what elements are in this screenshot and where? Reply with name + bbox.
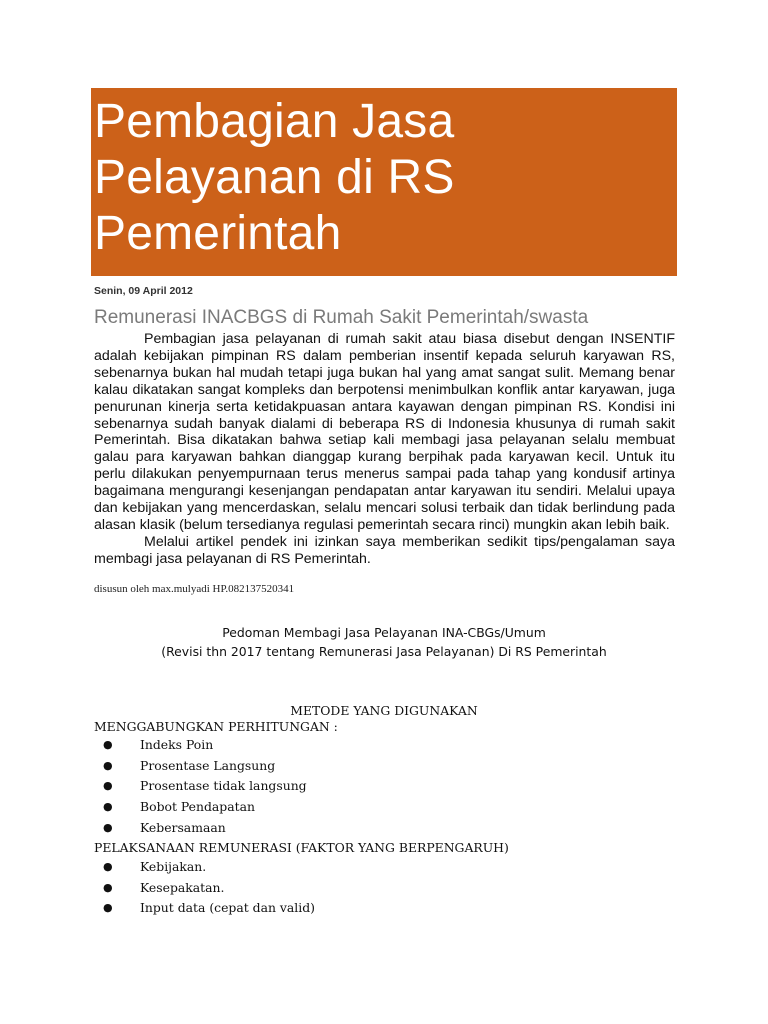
list-item-label: Kebijakan. bbox=[140, 859, 207, 874]
list-item-label: Indeks Poin bbox=[140, 737, 214, 752]
guideline-heading bbox=[94, 624, 674, 661]
title-banner bbox=[91, 88, 677, 276]
bullet-icon: ● bbox=[103, 860, 113, 873]
guideline-line-1: Pedoman Membagi Jasa Pelayanan INA-CBGs/Umum bbox=[222, 625, 546, 640]
list-item bbox=[94, 797, 307, 818]
combine-list bbox=[94, 735, 307, 838]
bullet-icon: ● bbox=[103, 738, 113, 751]
title-line-3: Pemerintah bbox=[94, 207, 342, 260]
method-heading: METODE YANG DIGUNAKAN bbox=[290, 703, 478, 718]
list-item-label: Input data (cepat dan valid) bbox=[140, 900, 315, 916]
list-item-label: Kebersamaan bbox=[140, 819, 226, 835]
list-item-label: Bobot Pendapatan bbox=[140, 799, 255, 815]
body-paragraph-2: Melalui artikel pendek ini izinkan saya memberikan sedikit tips/pengalaman saya membagi jasa pelayanan di RS Pemerintah. bbox=[94, 533, 675, 567]
post-date: Senin, 09 April 2012 bbox=[94, 285, 193, 297]
list-item-label: Kesepakatan. bbox=[140, 879, 225, 895]
list-item bbox=[94, 898, 315, 919]
list-item bbox=[94, 735, 307, 756]
bullet-icon: ● bbox=[103, 800, 113, 814]
list-item bbox=[94, 878, 315, 899]
combine-heading: MENGGABUNGKAN PERHITUNGAN : bbox=[94, 719, 338, 734]
list-item bbox=[94, 756, 307, 777]
body-paragraph-1: Pembagian jasa pelayanan di rumah sakit atau biasa disebut dengan INSENTIF adalah kebijakan pimpinan RS dalam pemberian insentif kepada seluruh karyawan RS, sebenarnya bukan hal mudah tetapi juga bukan hal yang amat sangat sulit. Memang benar kalau dikatakan sangat kompleks dan berpotensi menimbulkan konflik antar karyawan, juga penurunan kinerja serta ketidakpuasan antara kayawan dengan pimpinan RS. Kondisi ini sebenarnya sudah banyak dialami di beberapa RS di Indonesia khusunya di rumah sakit Pemerintah. Bisa dikatakan bahwa setiap kali membagi jasa pelayanan selalu membuat galau para karyawan bahkan dianggap kurang berpihak pada karyawan kecil. Untuk itu perlu dilakukan penyempurnaan terus menerus sampai pada tahap yang kondusif artinya bagaimana mengurangi kesenjangan pendapatan antar karyawan itu sendiri. Melalui upaya dan kebijakan yang mencerdaskan, selalu mencari solusi terbaik dan tidak berlindung pada alasan klasik (belum tersedianya regulasi pemerintah secara rinci) mungkin akan lebih baik. bbox=[94, 331, 675, 533]
list-item bbox=[94, 857, 315, 878]
list-item bbox=[94, 776, 307, 797]
bullet-icon: ● bbox=[103, 820, 113, 834]
bullet-icon: ● bbox=[103, 880, 113, 894]
guideline-line-2: (Revisi thn 2017 tentang Remunerasi Jasa Pelayanan) Di RS Pemerintah bbox=[161, 643, 607, 659]
bullet-icon: ● bbox=[103, 779, 113, 793]
article-subtitle: Remunerasi INACBGS di Rumah Sakit Pemerintah/swasta bbox=[94, 307, 589, 328]
implementation-heading: PELAKSANAAN REMUNERASI (FAKTOR YANG BERPENGARUH) bbox=[94, 840, 509, 855]
list-item bbox=[94, 818, 307, 839]
page-title bbox=[94, 94, 455, 262]
title-line-2: Pelayanan di RS bbox=[94, 151, 455, 204]
list-item-label: Prosentase tidak langsung bbox=[140, 778, 307, 794]
bullet-icon: ● bbox=[103, 758, 113, 772]
article-body bbox=[94, 331, 675, 568]
implementation-list bbox=[94, 857, 315, 919]
title-line-1: Pembagian Jasa bbox=[94, 95, 455, 148]
author-credit: disusun oleh max.mulyadi HP.082137520341 bbox=[94, 583, 295, 595]
bullet-icon: ● bbox=[103, 901, 113, 915]
list-item-label: Prosentase Langsung bbox=[140, 757, 276, 773]
